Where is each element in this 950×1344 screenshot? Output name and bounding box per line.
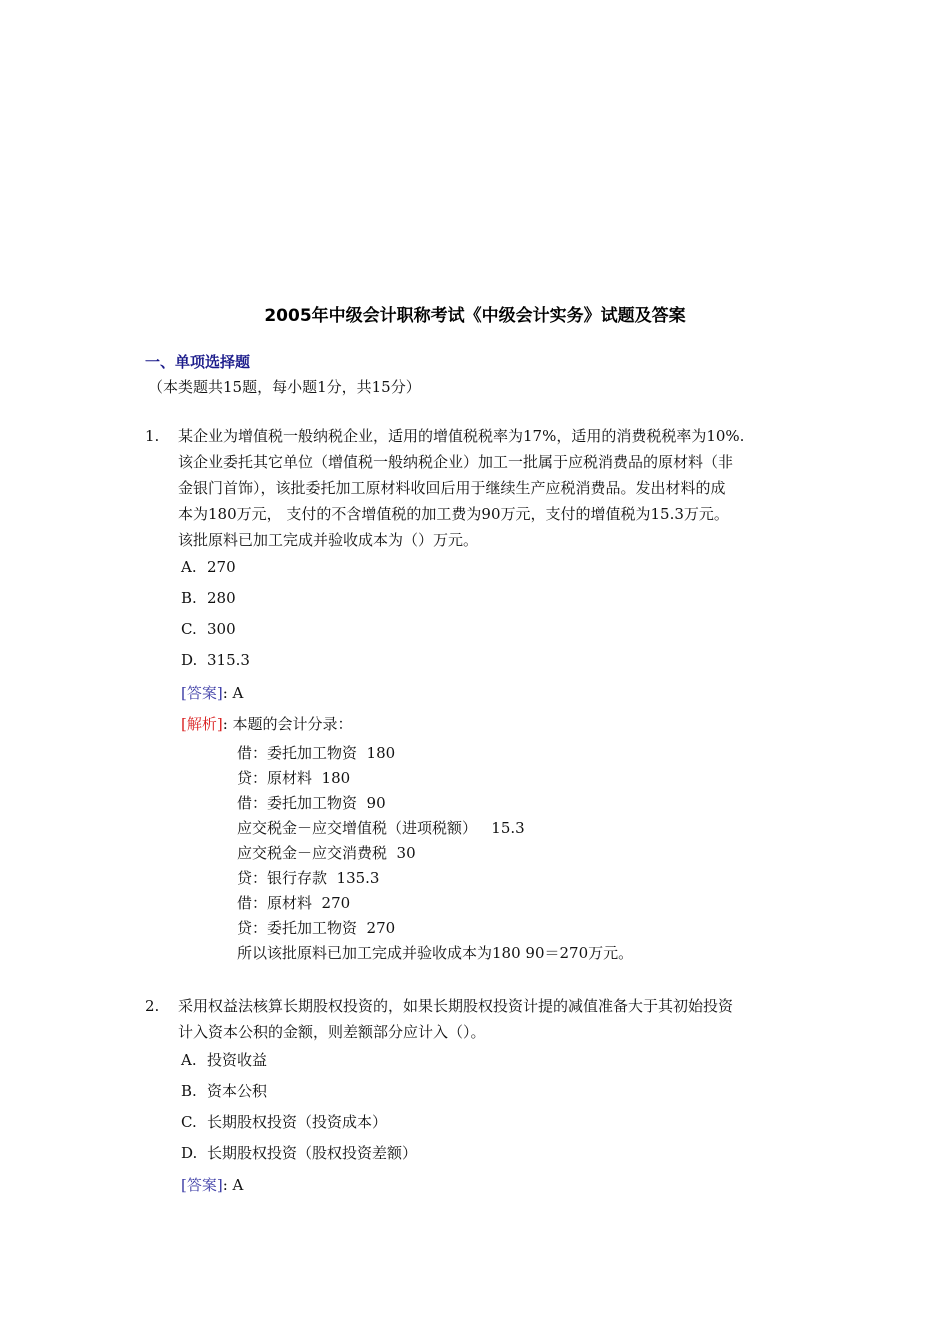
- option-letter: B.: [181, 1082, 197, 1100]
- journal-entry: 贷：银行存款 135.3: [237, 869, 380, 887]
- journal-entry: 贷：原材料 180: [237, 769, 351, 787]
- question-2-option-b: [181, 1080, 267, 1101]
- option-letter: D.: [181, 651, 198, 669]
- document-title: 2005年中级会计职称考试《中级会计实务》试题及答案: [264, 306, 686, 326]
- question-1-answer: [181, 682, 243, 703]
- question-2-stem: [178, 993, 808, 1045]
- option-text: 315.3: [207, 651, 250, 669]
- analysis-conclusion: 所以该批原料已加工完成并验收成本为180 90＝270万元。: [237, 944, 634, 962]
- question-2-option-c: [181, 1111, 387, 1132]
- question-2-answer: [181, 1174, 243, 1195]
- journal-entry: 应交税金－应交消费税 30: [237, 844, 416, 862]
- journal-entry: 借：原材料 270: [237, 894, 351, 912]
- option-text: 资本公积: [207, 1082, 268, 1100]
- answer-value: : A: [222, 684, 244, 702]
- stem-line: 该批原料已加工完成并验收成本为（）万元。: [178, 531, 479, 549]
- section-note: （本类题共15题，每小题1分，共15分）: [148, 378, 421, 396]
- analysis-tag: [解析]: [181, 715, 223, 733]
- analysis-intro: : 本题的会计分录：: [222, 715, 353, 733]
- section-heading: 一、单项选择题: [145, 353, 251, 371]
- journal-entry: 借：委托加工物资 180: [237, 744, 396, 762]
- question-1-analysis: [181, 713, 353, 734]
- question-2-number: 2.: [145, 997, 160, 1015]
- option-text: 长期股权投资（股权投资差额）: [207, 1144, 418, 1162]
- answer-value: : A: [222, 1176, 244, 1194]
- option-letter: B.: [181, 589, 197, 607]
- answer-tag: [答案]: [181, 684, 223, 702]
- option-letter: C.: [181, 620, 197, 638]
- stem-line: 本为180万元， 支付的不含增值税的加工费为90万元，支付的增值税为15.3万元。: [178, 505, 729, 523]
- question-1-option-d: [181, 651, 250, 669]
- journal-entry: 借：委托加工物资 90: [237, 794, 386, 812]
- question-2-option-a: [181, 1049, 267, 1070]
- stem-line: 采用权益法核算长期股权投资的，如果长期股权投资计提的减值准备大于其初始投资: [178, 997, 734, 1015]
- question-1-stem: [178, 423, 808, 553]
- question-1-option-c: [181, 620, 236, 638]
- option-text: 270: [207, 558, 236, 576]
- question-1-number: 1.: [145, 427, 160, 445]
- journal-entry: 贷：委托加工物资 270: [237, 919, 396, 937]
- question-2-option-d: [181, 1142, 417, 1163]
- option-letter: A.: [181, 558, 197, 576]
- answer-tag: [答案]: [181, 1176, 223, 1194]
- option-letter: D.: [181, 1144, 198, 1162]
- option-text: 280: [207, 589, 236, 607]
- question-1-option-a: [181, 558, 236, 576]
- stem-line: 金银门首饰），该批委托加工原材料收回后用于继续生产应税消费品。发出材料的成: [178, 479, 726, 497]
- option-text: 长期股权投资（投资成本）: [207, 1113, 388, 1131]
- stem-line: 计入资本公积的金额，则差额部分应计入（）。: [178, 1023, 486, 1041]
- journal-entries: [237, 741, 633, 966]
- journal-entry: 应交税金－应交增值税（进项税额） 15.3: [237, 819, 525, 837]
- question-1-option-b: [181, 589, 236, 607]
- stem-line: 该企业委托其它单位（增值税一般纳税企业）加工一批属于应税消费品的原材料（非: [178, 453, 734, 471]
- option-letter: C.: [181, 1113, 197, 1131]
- option-letter: A.: [181, 1051, 197, 1069]
- option-text: 300: [207, 620, 236, 638]
- option-text: 投资收益: [207, 1051, 268, 1069]
- stem-line: 某企业为增值税一般纳税企业，适用的增值税税率为17%，适用的消费税税率为10%.: [178, 427, 745, 445]
